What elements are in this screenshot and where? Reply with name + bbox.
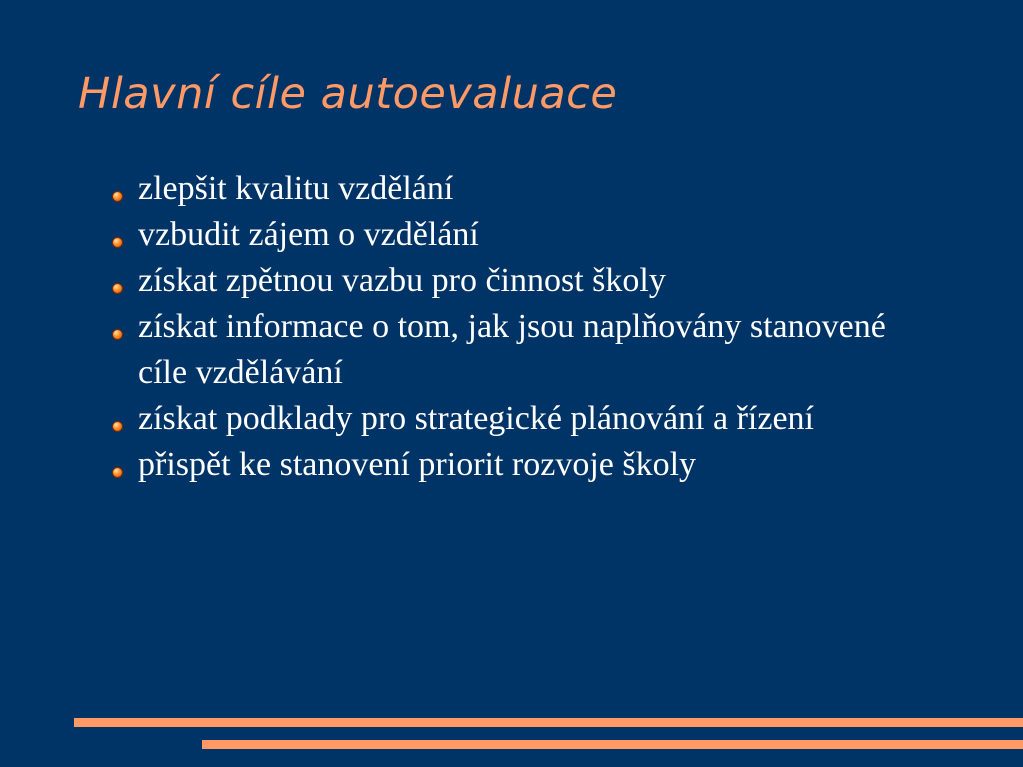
list-item bbox=[112, 442, 892, 488]
list-item bbox=[112, 258, 892, 304]
list-item bbox=[112, 396, 892, 442]
list-item bbox=[112, 304, 892, 396]
decorative-rule-bottom bbox=[202, 740, 1023, 749]
bullet-icon bbox=[112, 283, 123, 294]
bullet-icon bbox=[112, 467, 123, 478]
list-item bbox=[112, 166, 892, 212]
bullet-list bbox=[112, 166, 892, 488]
bullet-icon bbox=[112, 191, 123, 202]
list-item-text: přispět ke stanovení priorit rozvoje školy bbox=[138, 446, 697, 483]
list-item-text: získat zpětnou vazbu pro činnost školy bbox=[138, 262, 666, 299]
bullet-icon bbox=[112, 421, 123, 432]
decorative-rule-top bbox=[74, 718, 1023, 727]
list-item-text: získat podklady pro strategické plánování a řízení bbox=[138, 400, 814, 437]
list-item bbox=[112, 212, 892, 258]
bullet-icon bbox=[112, 237, 123, 248]
slide-title: Hlavní cíle autoevaluace bbox=[78, 69, 618, 119]
list-item-text: získat informace o tom, jak jsou naplňovány stanovené cíle vzdělávání bbox=[138, 308, 886, 391]
list-item-text: vzbudit zájem o vzdělání bbox=[138, 216, 479, 253]
bullet-icon bbox=[112, 329, 123, 340]
list-item-text: zlepšit kvalitu vzdělání bbox=[138, 170, 454, 207]
